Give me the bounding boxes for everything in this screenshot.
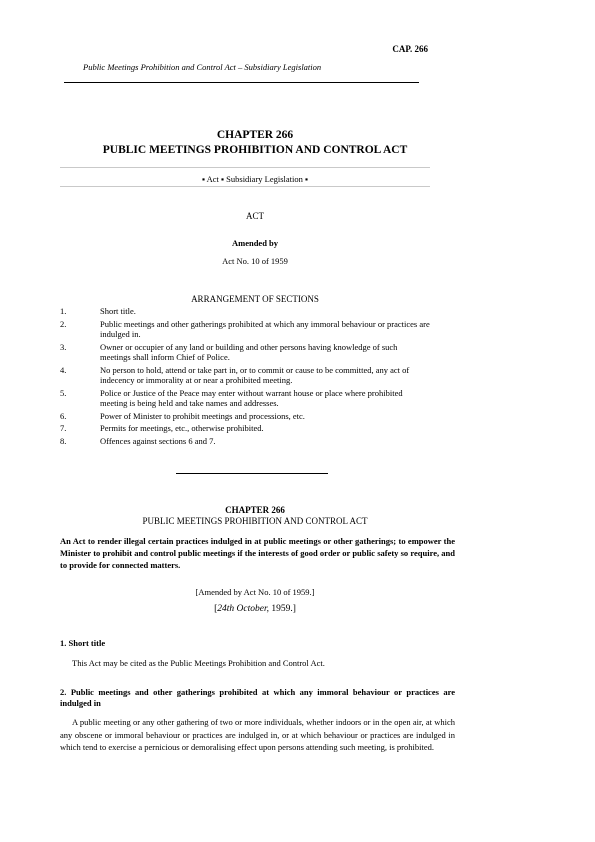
section-title: Public meetings and other gatherings prohibited at which any immoral behaviour or practices are indulged in.: [100, 318, 430, 339]
section-1-heading: 1. Short title: [60, 638, 106, 648]
section-item: [60, 365, 430, 386]
cap-number: CAP. 266: [392, 44, 428, 54]
section-number: 8.: [60, 435, 67, 446]
act-heading: ACT: [246, 211, 264, 221]
section-number: 5.: [60, 387, 67, 398]
section-title: Short title.: [100, 306, 136, 316]
section-title: Power of Minister to prohibit meetings and processions, etc.: [100, 410, 305, 421]
header-rule: [64, 82, 419, 83]
commencement-year: 1959: [271, 604, 291, 614]
section-item: [60, 306, 430, 317]
section-item: [60, 411, 430, 422]
section-item: [60, 342, 430, 363]
section-title: Police or Justice of the Peace may enter without warrant house or place where prohibited meeting is being held and take names and addresses.: [100, 387, 403, 408]
chapter-heading: [60, 128, 450, 158]
section-title: Permits for meetings, etc., otherwise prohibited.: [100, 423, 264, 433]
section-1-text: This Act may be cited as the Public Meetings Prohibition and Control Act.: [72, 658, 325, 668]
section-item: [60, 319, 430, 340]
section-2-text: A public meeting or any other gathering of two or more individuals, whether indoors or in the open air, at which any obscene or immoral behaviour or practices are indulged in, or at which behaviour or practices are indulged in which tend to exercise a pernicious or demoralising effect upon persons attending such meeting, is prohibited.: [60, 717, 455, 752]
section-number: 1.: [60, 306, 67, 316]
chapter-title: PUBLIC MEETINGS PROHIBITION AND CONTROL ACT: [102, 144, 408, 156]
commencement-day: 24th October,: [217, 604, 269, 614]
chapter-number: CHAPTER 266: [216, 129, 294, 141]
arrangement-heading: ARRANGEMENT OF SECTIONS: [191, 294, 319, 304]
section-title: Offences against sections 6 and 7.: [100, 435, 216, 446]
tags-rule-top: [60, 167, 430, 168]
section-2-heading: 2. Public meetings and other gatherings prohibited at which any immoral behaviour or practices are indulged in: [60, 687, 455, 708]
section-number: 7.: [60, 423, 67, 433]
body-chapter-number: CHAPTER 266: [225, 505, 285, 515]
section-number: 6.: [60, 410, 67, 421]
sections-list: [60, 306, 430, 448]
body-chapter-heading: [60, 505, 450, 527]
amended-by-value: Act No. 10 of 1959: [222, 256, 288, 266]
long-title: An Act to render illegal certain practices indulged in at public meetings or other gatherings; to empower the Minister to prohibit and control public meetings if the interests of good order or public safety so require, and to provide for connected matters.: [60, 536, 455, 570]
section-number: 2.: [60, 318, 67, 329]
amended-by-label: Amended by: [231, 238, 279, 248]
running-title: Public Meetings Prohibition and Control Act – Subsidiary Legislation: [83, 62, 322, 72]
section-item: [60, 388, 430, 409]
document-tags: ▪ Act ▪ Subsidiary Legislation ▪: [201, 174, 309, 184]
section-title: No person to hold, attend or take part in, or to commit or cause to be committed, any act of indecency or immorality at or near a prohibited meeting.: [100, 364, 410, 385]
tags-rule-bottom: [60, 186, 430, 187]
divider-rule: [176, 473, 328, 474]
commencement-date: [24th October, 1959.]: [214, 604, 296, 614]
section-item: [60, 423, 430, 434]
section-number: 4.: [60, 364, 67, 375]
section-item: [60, 436, 430, 447]
section-number: 3.: [60, 341, 67, 352]
amendment-note: [Amended by Act No. 10 of 1959.]: [195, 587, 315, 597]
section-title: Owner or occupier of any land or building and other persons having knowledge of such meetings shall inform Chief of Police.: [100, 341, 398, 362]
body-chapter-title: PUBLIC MEETINGS PROHIBITION AND CONTROL ACT: [142, 516, 368, 526]
